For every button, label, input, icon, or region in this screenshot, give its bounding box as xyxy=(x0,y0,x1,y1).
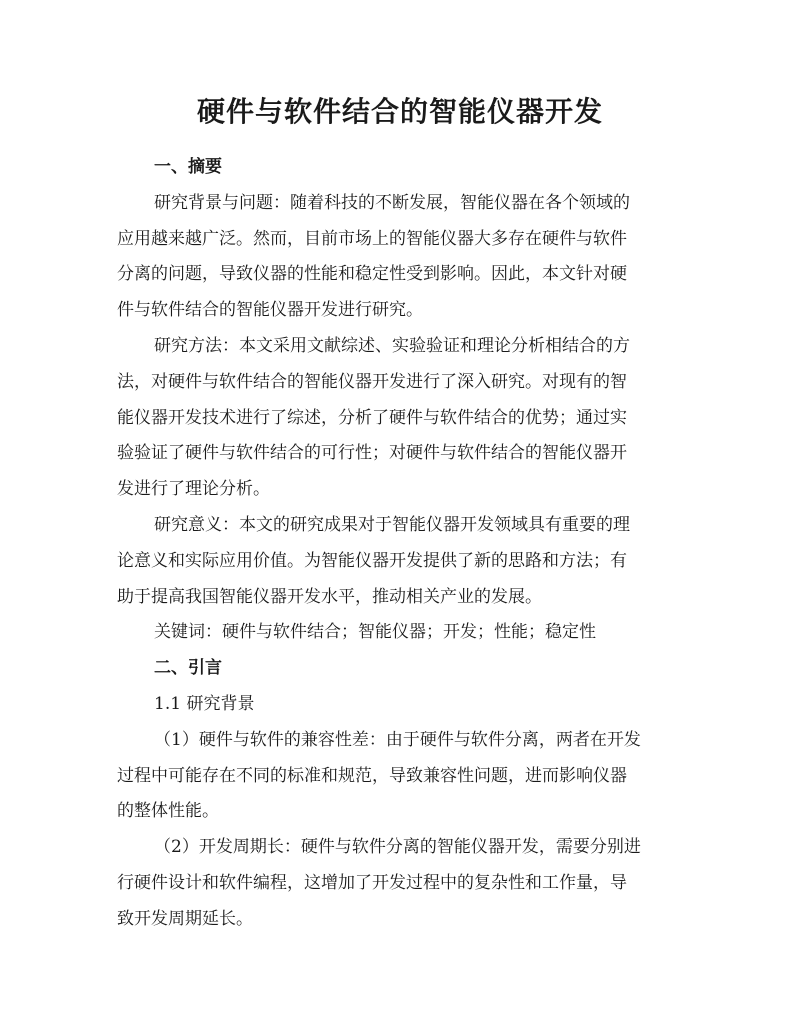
text-line: 过程中可能存在不同的标准和规范，导致兼容性问题，进而影响仪器 xyxy=(117,765,627,786)
text-line: 能仪器开发技术进行了综述，分析了硬件与软件结合的优势；通过实 xyxy=(117,407,627,428)
paragraph-first-line: 研究背景与问题：随着科技的不断发展，智能仪器在各个领域的 xyxy=(154,192,630,213)
paragraph-first-line: 1.1 研究背景 xyxy=(154,693,255,714)
text-line: 件与软件结合的智能仪器开发进行研究。 xyxy=(117,300,423,321)
text-line: 发进行了理论分析。 xyxy=(117,479,270,500)
document-title: 硬件与软件结合的智能仪器开发 xyxy=(196,95,603,128)
paragraph-first-line: 关键词：硬件与软件结合；智能仪器；开发；性能；稳定性 xyxy=(154,622,596,643)
text-line: 的整体性能。 xyxy=(117,801,219,822)
text-line: 行硬件设计和软件编程，这增加了开发过程中的复杂性和工作量，导 xyxy=(117,872,627,893)
text-line: 验验证了硬件与软件结合的可行性；对硬件与软件结合的智能仪器开 xyxy=(117,443,627,464)
text-line: 法，对硬件与软件结合的智能仪器开发进行了深入研究。对现有的智 xyxy=(117,371,627,392)
text-line: 论意义和实际应用价值。为智能仪器开发提供了新的思路和方法；有 xyxy=(117,550,627,571)
text-line: 应用越来越广泛。然而，目前市场上的智能仪器大多存在硬件与软件 xyxy=(117,228,627,249)
paragraph-first-line: （2）开发周期长：硬件与软件分离的智能仪器开发，需要分别进 xyxy=(154,837,641,858)
text-line: 助于提高我国智能仪器开发水平，推动相关产业的发展。 xyxy=(117,586,542,607)
paragraph-first-line: 研究方法：本文采用文献综述、实验验证和理论分析相结合的方 xyxy=(154,335,630,356)
text-line: 分离的问题，导致仪器的性能和稳定性受到影响。因此，本文针对硬 xyxy=(117,264,627,285)
section-heading: 一、摘要 xyxy=(154,157,222,177)
paragraph-first-line: （1）硬件与软件的兼容性差：由于硬件与软件分离，两者在开发 xyxy=(154,729,641,750)
paragraph-first-line: 研究意义：本文的研究成果对于智能仪器开发领域具有重要的理 xyxy=(154,514,630,535)
document-body xyxy=(117,150,683,938)
section-heading: 二、引言 xyxy=(154,658,222,679)
text-line: 致开发周期延长。 xyxy=(117,908,253,929)
